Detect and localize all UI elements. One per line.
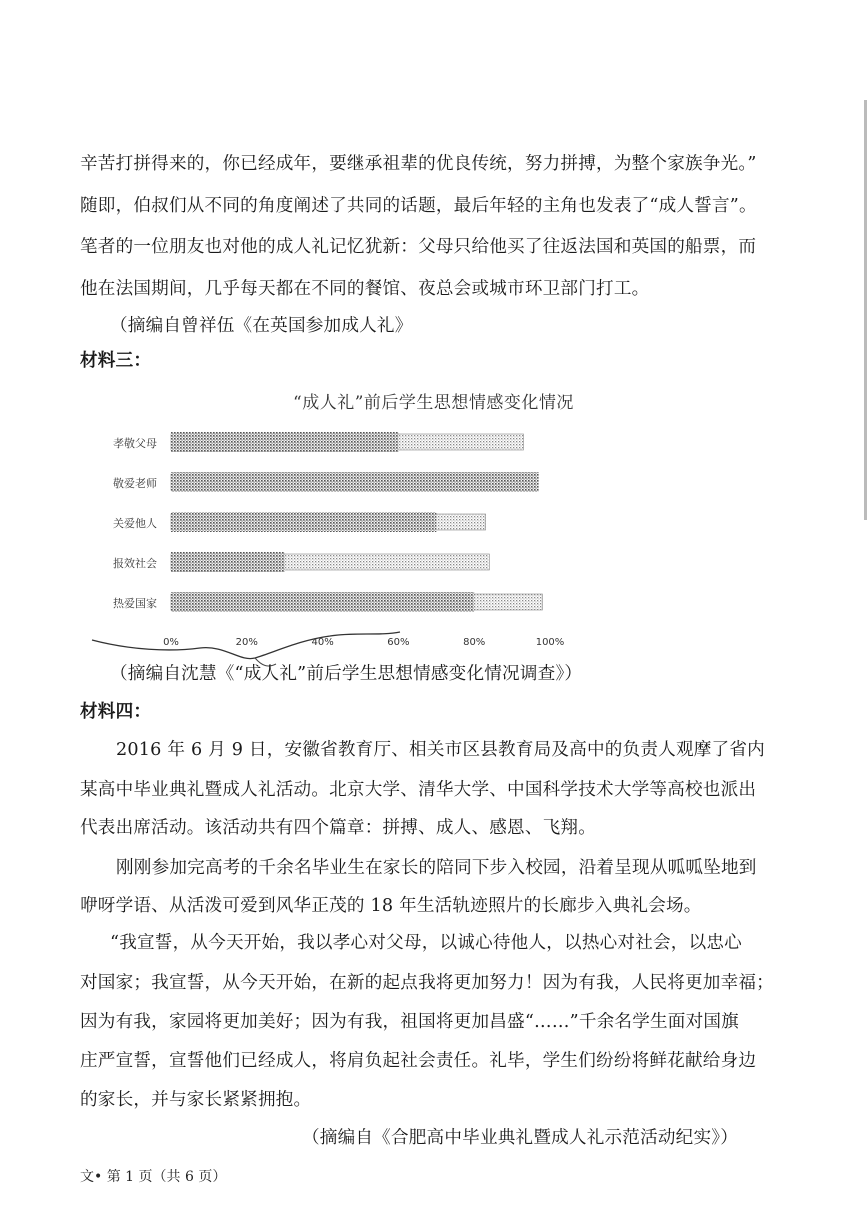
x-tick-label: 100% [535, 637, 565, 648]
section-heading: 材料四： [80, 701, 152, 722]
bar-series-1 [171, 432, 398, 452]
x-tick-label: 20% [235, 637, 258, 648]
x-tick-label: 80% [463, 637, 486, 648]
bar-series-1 [171, 512, 436, 532]
bar-series-1 [171, 472, 539, 492]
text-line: 的家长，并与家长紧紧拥抱。 [80, 1090, 312, 1110]
category-label: 报效社会 [113, 557, 157, 570]
bar-series-1 [171, 592, 474, 612]
source-citation: （摘编自沈慧《“成人礼”前后学生思想情感变化情况调查》） [110, 664, 583, 684]
x-tick-label: 0% [163, 637, 179, 648]
text-line: 笔者的一位朋友也对他的成人礼记忆犹新：父母只给他买了往返法国和英国的船票，而 [80, 237, 757, 257]
text-line: 2016 年 6 月 9 日，安徽省教育厅、相关市区县教育局及高中的负责人观摩了省内 [116, 740, 765, 760]
text-line: 刚刚参加完高考的千余名毕业生在家长的陪同下步入校园，沿着呈现从呱呱坠地到 [116, 858, 757, 878]
text-line: 庄严宣誓，宣誓他们已经成人，将肩负起社会责任。礼毕，学生们纷纷将鲜花献给身边 [80, 1051, 757, 1071]
x-tick-label: 60% [387, 637, 410, 648]
text-line: 辛苦打拼得来的，你已经成年，要继承祖辈的优良传统，努力拼搏，为整个家族争光。” [80, 154, 757, 174]
category-label: 孝敬父母 [113, 437, 157, 450]
chart-title: “成人礼”前后学生思想情感变化情况 [293, 393, 574, 413]
category-label: 关爱他人 [113, 517, 157, 530]
text-line: 某高中毕业典礼暨成人礼活动。北京大学、清华大学、中国科学技术大学等高校也派出 [80, 780, 757, 800]
section-heading: 材料三： [80, 350, 152, 371]
source-citation: （摘编自曾祥伍《在英国参加成人礼》 [110, 316, 413, 336]
source-citation: （摘编自《合肥高中毕业典礼暨成人礼示范活动纪实》） [302, 1128, 739, 1148]
bar-series-1 [171, 552, 285, 572]
text-line: 他在法国期间，几乎每天都在不同的餐馆、夜总会或城市环卫部门打工。 [80, 279, 650, 299]
text-line: 随即，伯叔们从不同的角度阐述了共同的话题，最后年轻的主角也发表了“成人誓言”。 [80, 196, 757, 216]
category-label: 热爱国家 [113, 597, 157, 610]
x-tick-label: 40% [311, 637, 334, 648]
text-line: 咿呀学语、从活泼可爱到风华正茂的 18 年生活轨迹照片的长廊步入典礼会场。 [80, 896, 702, 916]
text-line: 代表出席活动。该活动共有四个篇章：拼搏、成人、感恩、飞翔。 [80, 818, 597, 838]
text-line: “我宣誓，从今天开始，我以孝心对父母，以诚心待他人，以热心对社会，以忠心 [110, 933, 742, 953]
text-line: 对国家；我宣誓，从今天开始，在新的起点我将更加努力！因为有我，人民将更加幸福； [80, 973, 774, 993]
page-footer: 文• 第 1 页（共 6 页） [80, 1169, 227, 1185]
category-label: 敬爱老师 [113, 477, 157, 490]
text-line: 因为有我，家园将更加美好；因为有我，祖国将更加昌盛“……”千余名学生面对国旗 [80, 1012, 739, 1032]
